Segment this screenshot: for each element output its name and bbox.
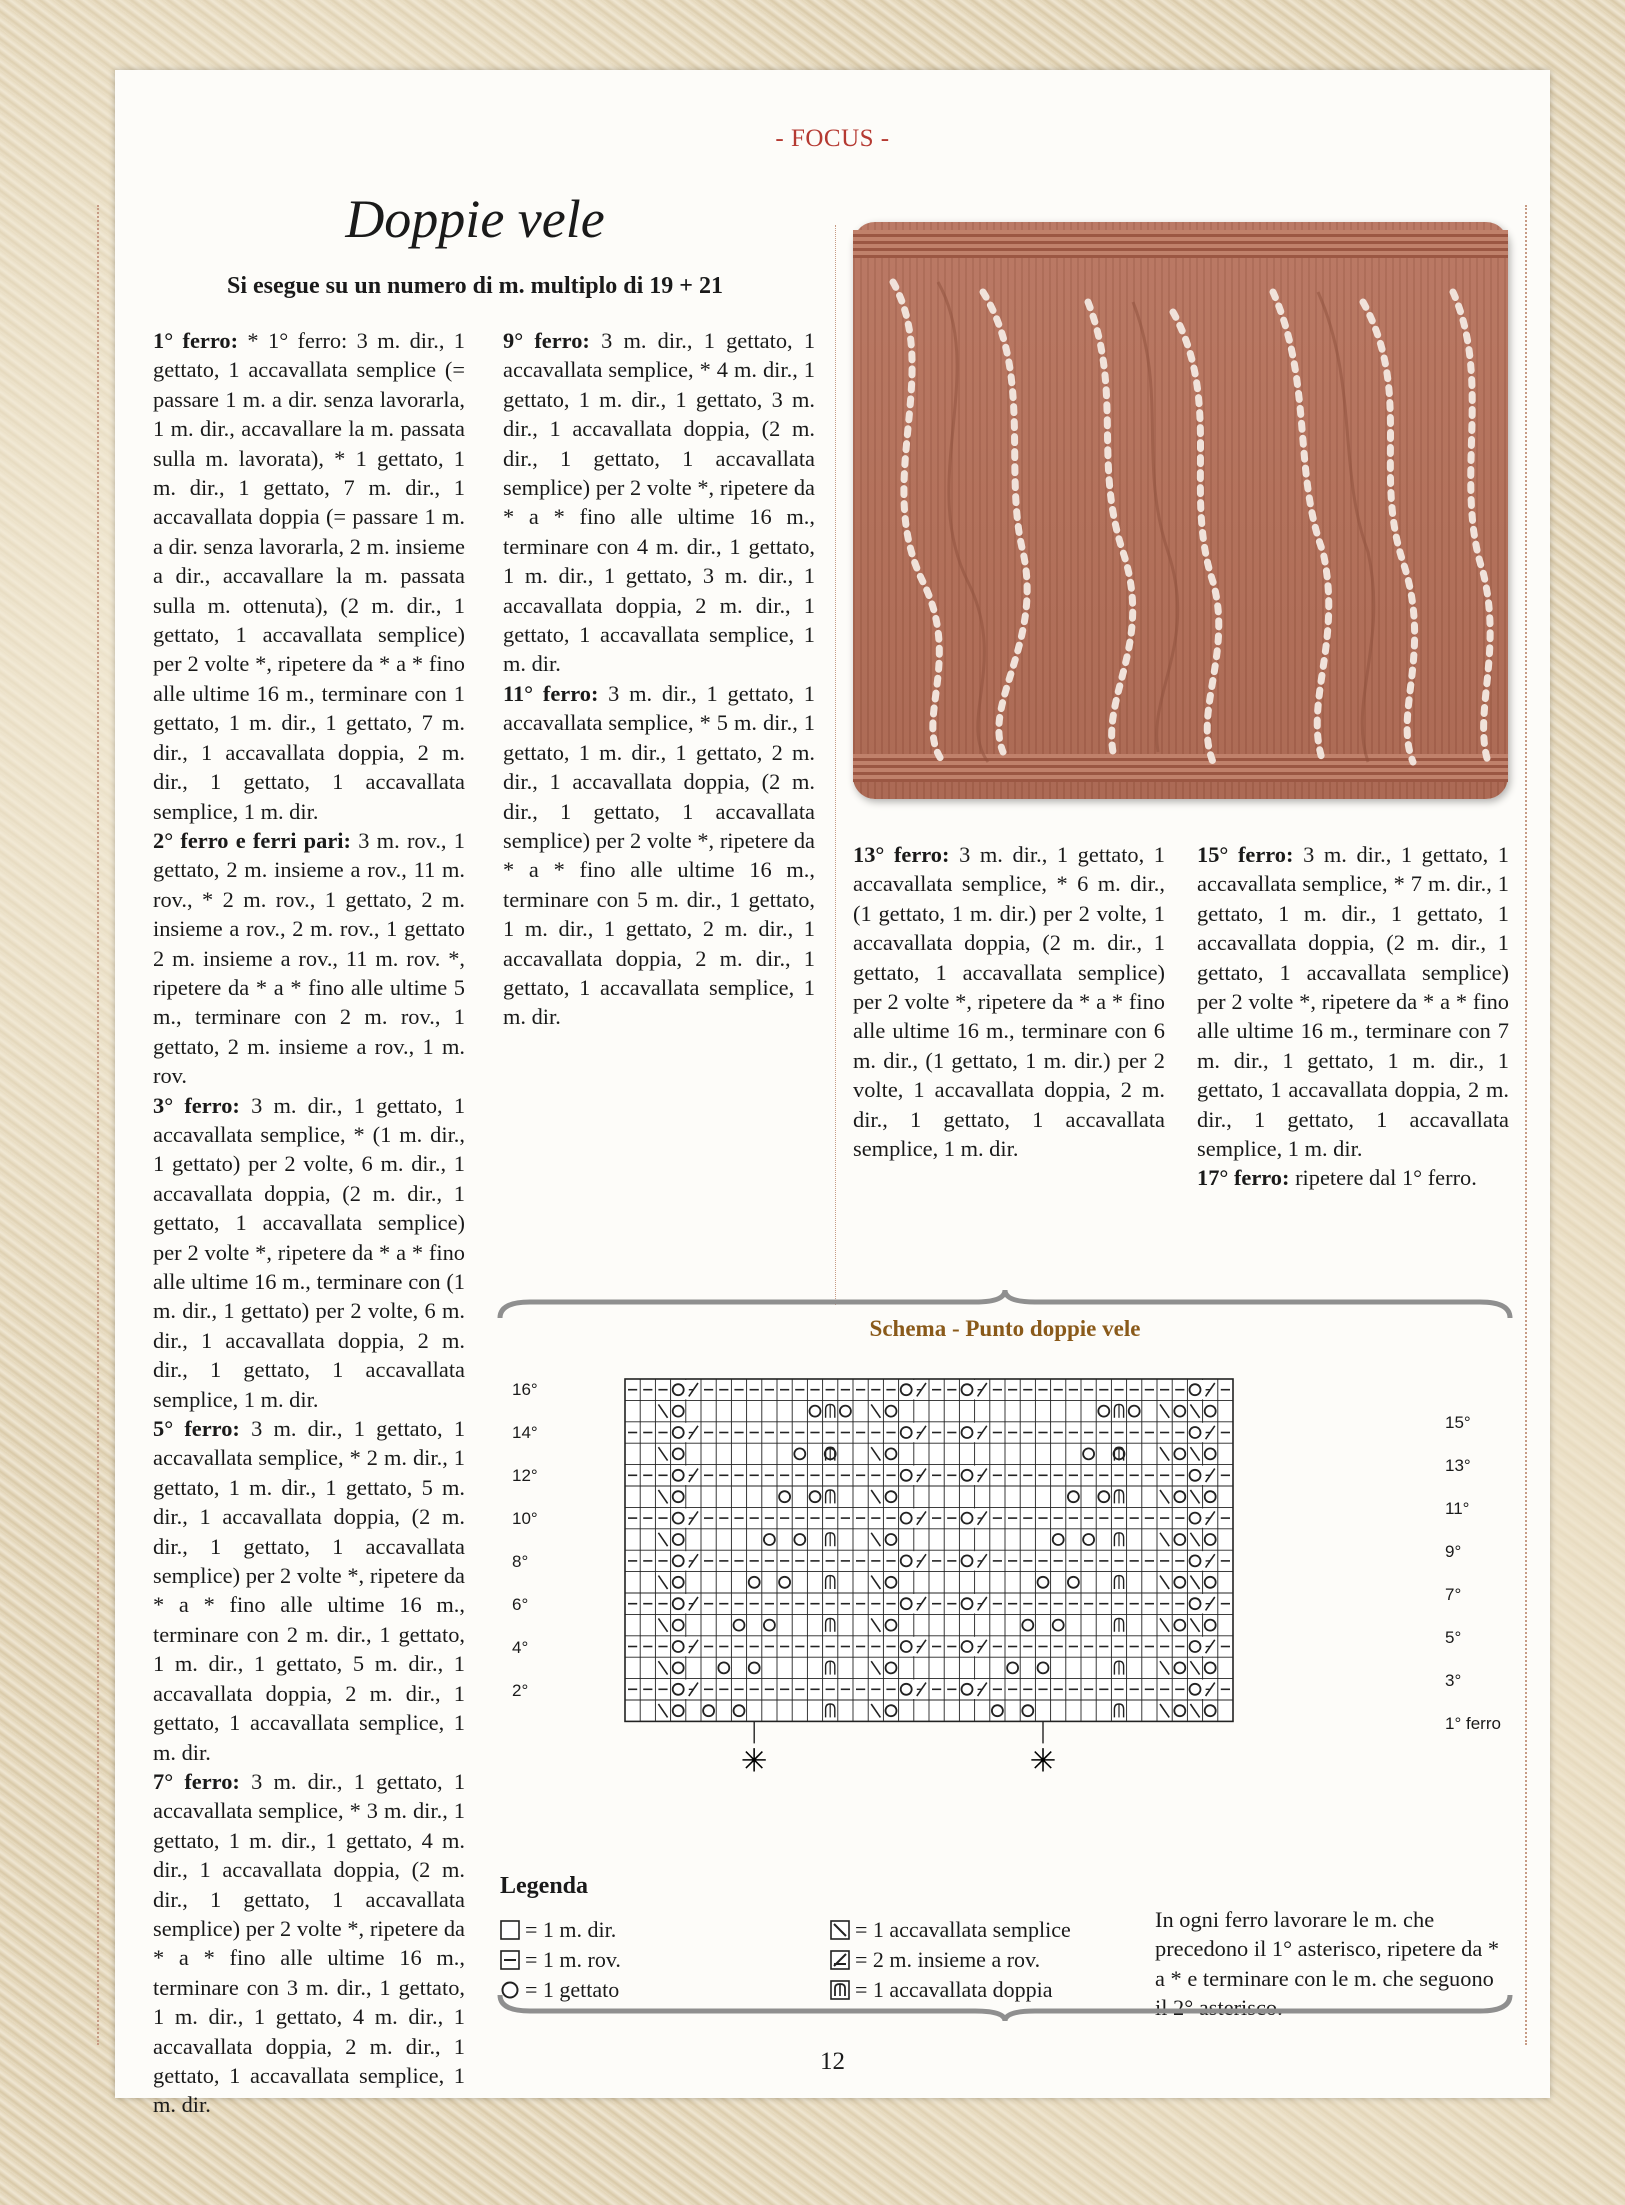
yarn-over-mark: [962, 1470, 973, 1481]
yarn-over-mark: [1174, 1534, 1185, 1545]
yarn-over-mark: [962, 1513, 973, 1524]
yarn-over-mark: [673, 1620, 684, 1631]
yarn-over-mark: [1083, 1534, 1094, 1545]
swatch-wave-pattern: [853, 222, 1508, 799]
yarn-over-mark: [764, 1534, 775, 1545]
instruction-row-9: 9° ferro: 3 m. dir., 1 gettato, 1 accavallata semplice, * 4 m. dir., 1 gettato, 1 m. dir., 1 gettato, 3 m. dir., 1 accavallata doppia, (2 m. dir., 1 gettato, 1 accavallata semplice) per 2 volte *, ripetere da * a * fino alle ultime 16 m., terminare con 4 m. dir., 1 gettato, 1 m. dir., 1 gettato, 3 m. dir., 1 accavallata doppia, 2 m. dir., 1 gettato, 1 accavallata semplice, 1 m. dir.: [503, 328, 816, 677]
yarn-over-mark: [673, 1705, 684, 1716]
legend-purl: = 1 m. rov.: [500, 1945, 621, 1975]
yarn-over-mark: [749, 1662, 760, 1673]
yarn-over-mark: [962, 1555, 973, 1566]
row-label-15: 15°: [1445, 1413, 1471, 1432]
yarn-over-mark: [673, 1470, 684, 1481]
yarn-over-mark: [1205, 1620, 1216, 1631]
yarn-over-mark: [840, 1406, 851, 1417]
knit-symbol-icon: [500, 1920, 520, 1940]
knit-swatch-photo: [853, 222, 1508, 799]
instructions-column-4: [1197, 840, 1509, 1310]
yarn-over-mark: [779, 1491, 790, 1502]
instructions-column-3: [853, 840, 1165, 1310]
page-subtitle: Si esegue su un numero di m. multiplo di 19 + 21: [227, 273, 723, 299]
yarn-over-mark: [1205, 1534, 1216, 1545]
instruction-row-15: 15° ferro: 3 m. dir., 1 gettato, 1 accavallata semplice, * 7 m. dir., 1 gettato, 1 m. dir., 1 gettato, 1 accavallata doppia, (2 m. dir., 1 gettato, 1 accavallata semplice) per 2 volte *, ripetere da * a * fino alle ultime 16 m., terminare con 7 m. dir., 1 gettato, 1 m. dir., 1 gettato, 1 accavallata doppia, 2 m. dir., 1 gettato, 1 accavallata semplice, 1 m. dir.: [1197, 842, 1509, 1162]
yarn-over-mark: [962, 1384, 973, 1395]
yarn-over-mark: [1205, 1705, 1216, 1716]
row-label-12: 12°: [512, 1466, 538, 1485]
legend-dd: = 1 accavallata doppia: [830, 1975, 1071, 2005]
yarn-over-mark: [673, 1662, 684, 1673]
yarn-over-mark: [673, 1598, 684, 1609]
yarn-over-mark: [779, 1577, 790, 1588]
row-label-9: 9°: [1445, 1542, 1462, 1561]
yarn-over-mark: [1190, 1641, 1201, 1652]
yarn-over-mark: [901, 1684, 912, 1695]
purl-symbol-icon: [500, 1950, 520, 1970]
yarn-over-mark: [673, 1406, 684, 1417]
yarn-over-mark: [886, 1705, 897, 1716]
yarn-over-mark: [886, 1620, 897, 1631]
row-label-1: 1° ferro: [1445, 1714, 1501, 1733]
left-dotted-rule: [97, 205, 99, 2045]
row-label-6: 6°: [512, 1595, 529, 1614]
yarn-over-mark: [1174, 1662, 1185, 1673]
yarn-over-mark: [1190, 1427, 1201, 1438]
yarn-over-mark: [1190, 1384, 1201, 1395]
yarn-over-mark: [794, 1448, 805, 1459]
yarn-over-mark: [673, 1427, 684, 1438]
ssk-symbol-icon: [830, 1920, 850, 1940]
instruction-row-1: 1° ferro: * 1° ferro: 3 m. dir., 1 gettato, 1 accavallata semplice (= passare 1 m. a dir. senza lavorarla, 1 m. dir., accavallare la m. passata sulla m. lavorata), * 1 gettato, 1 m. dir., 1 gettato, 7 m. dir., 1 accavallata doppia (= passare 1 m. a dir. senza lavorarla, 2 m. insieme a dir., accavallare la m. passata sulla m. ottenuta), (2 m. dir., 1 gettato, 1 accavallata semplice) per 2 volte *, ripetere da * a * fino alle ultime 16 m., terminare con 1 gettato, 1 m. dir., 1 gettato, 7 m. dir., 1 accavallata doppia, 2 m. dir., 1 gettato, 1 accavallata semplice, 1 m. dir.: [153, 328, 465, 824]
row-label-3: 3°: [1445, 1671, 1462, 1690]
instruction-row-2: 2° ferro e ferri pari: 3 m. rov., 1 gettato, 2 m. insieme a rov., 11 m. rov., * 2 m. rov., 1 gettato, 2 m. insieme a rov., 2 m. rov., 1 gettato 2 m. insieme a rov., 11 m. rov. *, ripetere da * a * fino alle ultime 5 m., terminare con 2 m. rov., 1 gettato, 2 m. insieme a rov., 1 m. rov.: [153, 827, 465, 1089]
page-number: 12: [820, 2048, 845, 2075]
yarn-over-mark: [764, 1620, 775, 1631]
row-label-2: 2°: [512, 1681, 529, 1700]
schema-title: Schema - Punto doppie vele: [869, 1316, 1141, 1341]
yarn-over-mark: [673, 1555, 684, 1566]
yarn-over-mark: [901, 1470, 912, 1481]
yarn-over-mark: [1038, 1577, 1049, 1588]
row-label-13: 13°: [1445, 1456, 1471, 1475]
yarn-over-mark: [734, 1620, 745, 1631]
yarn-over-mark: [1174, 1448, 1185, 1459]
row-label-4: 4°: [512, 1638, 529, 1657]
yarn-over-mark: [886, 1577, 897, 1588]
right-dotted-rule: [1525, 205, 1527, 2045]
legend-yo: = 1 gettato: [500, 1975, 621, 2005]
yarn-over-mark: [1038, 1662, 1049, 1673]
yarn-over-mark: [962, 1427, 973, 1438]
yarn-over-mark: [1190, 1598, 1201, 1609]
yarn-over-mark: [1205, 1448, 1216, 1459]
yarn-over-mark: [886, 1662, 897, 1673]
yarn-over-mark: [673, 1684, 684, 1695]
yarn-over-mark: [901, 1384, 912, 1395]
yarn-over-mark: [1205, 1577, 1216, 1588]
row-label-16: 16°: [512, 1380, 538, 1399]
legend-ssk: = 1 accavallata semplice: [830, 1915, 1071, 1945]
chart-grid-wrapper: [625, 1379, 1505, 1799]
yarn-over-mark: [886, 1491, 897, 1502]
yarn-over-mark: [1174, 1577, 1185, 1588]
yarn-over-mark: [1068, 1491, 1079, 1502]
instructions-column-2: [503, 326, 815, 1316]
yarn-over-mark: [673, 1448, 684, 1459]
instruction-row-17: 17° ferro: ripetere dal 1° ferro.: [1197, 1165, 1477, 1191]
row-label-11: 11°: [1445, 1499, 1470, 1518]
yarn-over-mark: [901, 1598, 912, 1609]
yarn-over-mark: [673, 1577, 684, 1588]
instructions-column-1: [153, 326, 466, 2118]
instruction-row-13: 13° ferro: 3 m. dir., 1 gettato, 1 accavallata semplice, * 6 m. dir., (1 gettato, 1 m. dir.) per 2 volte, 1 accavallata doppia, (2 m. dir., 1 gettato, 1 accavallata semplice) per 2 volte *, ripetere da * a * fino alle ultime 16 m., terminare con 6 m. dir., (1 gettato, 1 m. dir.) per 2 volte, 1 accavallata doppia, 2 m. dir., 1 gettato, 1 accavallata semplice, 1 m. dir.: [853, 842, 1165, 1162]
yarn-over-mark: [1083, 1448, 1094, 1459]
schema-panel: [500, 1308, 1510, 2021]
yarn-over-mark: [1174, 1406, 1185, 1417]
yarn-over-mark: [673, 1513, 684, 1524]
yarn-over-mark: [1098, 1491, 1109, 1502]
yarn-over-mark: [673, 1384, 684, 1395]
legend-note: In ogni ferro lavorare le m. che precedono il 1° asterisco, ripetere da * a * e terminare con le m. che seguono il 2° asterisco.: [1155, 1907, 1500, 2021]
center-dotted-rule: [835, 225, 836, 1305]
schema-bottom-curl: [500, 1991, 1510, 2021]
yarn-over-mark: [901, 1513, 912, 1524]
row-label-14: 14°: [512, 1423, 538, 1442]
p2tog-symbol-icon: [830, 1950, 850, 1970]
instruction-row-3: 3° ferro: 3 m. dir., 1 gettato, 1 accavallata semplice, * (1 m. dir., 1 gettato) per 2 volte, 6 m. dir., 1 accavallata doppia, (2 m. dir., 1 gettato, 1 accavallata semplice) per 2 volte *, ripetere da * a * fino alle ultime 16 m., terminare con (1 m. dir., 1 gettato) per 2 volte, 6 m. dir., 1 accavallata doppia, 2 m. dir., 1 gettato, 1 accavallata semplice, 1 m. dir.: [153, 1092, 466, 1412]
yarn-over-mark: [901, 1427, 912, 1438]
yarn-over-mark: [1190, 1470, 1201, 1481]
yarn-over-mark: [1190, 1555, 1201, 1566]
yarn-over-mark: [718, 1662, 729, 1673]
row-label-8: 8°: [512, 1552, 529, 1571]
yarn-over-mark: [901, 1555, 912, 1566]
yarn-over-mark: [810, 1406, 821, 1417]
yarn-over-mark: [1174, 1620, 1185, 1631]
yarn-over-mark: [886, 1406, 897, 1417]
asterisk-marker: ✳: [1029, 1741, 1057, 1780]
yarn-over-mark: [1174, 1491, 1185, 1502]
yarn-over-mark: [1205, 1406, 1216, 1417]
yarn-over-mark: [673, 1534, 684, 1545]
yarn-over-mark: [1053, 1534, 1064, 1545]
yarn-over-mark: [1190, 1684, 1201, 1695]
instruction-row-11: 11° ferro: 3 m. dir., 1 gettato, 1 accavallata semplice, * 5 m. dir., 1 gettato, 1 m. dir., 1 gettato, 2 m. dir., 1 accavallata doppia, (2 m. dir., 1 gettato, 1 accavallata semplice) per 2 volte *, ripetere da * a * fino alle ultime 16 m., terminare con 5 m. dir., 1 gettato, 1 m. dir., 1 gettato, 2 m. dir., 1 accavallata doppia, 2 m. dir., 1 gettato, 1 accavallata semplice, 1 m. dir.: [503, 680, 815, 1030]
yarn-over-mark: [1007, 1662, 1018, 1673]
section-header: - FOCUS -: [775, 125, 890, 152]
yarn-over-mark: [1174, 1705, 1185, 1716]
yarn-over-mark: [1205, 1491, 1216, 1502]
yarn-over-mark: [1022, 1620, 1033, 1631]
yarn-over-mark: [749, 1577, 760, 1588]
yarn-over-mark: [673, 1641, 684, 1652]
yarn-over-mark: [734, 1705, 745, 1716]
yarn-over-mark: [886, 1448, 897, 1459]
knitting-chart: [625, 1379, 1505, 1799]
yarn-over-mark: [962, 1641, 973, 1652]
yarn-over-mark: [901, 1641, 912, 1652]
page-title: Doppie vele: [345, 189, 605, 249]
yarn-over-mark: [1053, 1620, 1064, 1631]
yarn-over-mark: [703, 1705, 714, 1716]
legend-p2tog: = 2 m. insieme a rov.: [830, 1945, 1071, 1975]
yarn-over-mark: [810, 1491, 821, 1502]
yarn-over-mark: [962, 1598, 973, 1609]
legend-title: Legenda: [500, 1873, 589, 1899]
yarn-over-mark: [1129, 1406, 1140, 1417]
magazine-page: [115, 70, 1550, 2118]
instruction-row-7: 7° ferro: 3 m. dir., 1 gettato, 1 accavallata semplice, * 3 m. dir., 1 gettato, 1 m. dir., 1 gettato, 4 m. dir., 1 accavallata doppia, (2 m. dir., 1 gettato, 1 accavallata semplice) per 2 volte *, ripetere da * a * fino alle ultime 16 m., terminare con 3 m. dir., 1 gettato, 1 m. dir., 1 gettato, 4 m. dir., 1 accavallata doppia, 2 m. dir., 1 gettato, 1 accavallata semplice, 1 m. dir.: [153, 1768, 466, 2118]
instruction-row-5: 5° ferro: 3 m. dir., 1 gettato, 1 accavallata semplice, * 2 m. dir., 1 gettato, 1 m. dir., 1 gettato, 5 m. dir., 1 accavallata doppia, (2 m. dir., 1 gettato, 1 accavallata semplice) per 2 volte *, ripetere da * a * fino alle ultime 16 m., terminare con 2 m. dir., 1 gettato, 1 m. dir., 1 gettato, 5 m. dir., 1 accavallata doppia, 2 m. dir., 1 gettato, 1 accavallata semplice, 1 m. dir.: [153, 1416, 466, 1765]
yarn-over-mark: [673, 1491, 684, 1502]
yarn-over-mark: [1190, 1513, 1201, 1524]
row-label-5: 5°: [1445, 1628, 1462, 1647]
yarn-over-mark: [1068, 1577, 1079, 1588]
row-label-10: 10°: [512, 1509, 538, 1528]
yarn-over-mark: [962, 1684, 973, 1695]
row-label-7: 7°: [1445, 1585, 1462, 1604]
asterisk-marker: ✳: [740, 1741, 768, 1780]
yarn-over-mark: [1098, 1406, 1109, 1417]
legend-knit: = 1 m. dir.: [500, 1915, 621, 1945]
yarn-over-mark: [1205, 1662, 1216, 1673]
yarn-over-mark: [886, 1534, 897, 1545]
yarn-over-mark: [794, 1534, 805, 1545]
yarn-over-mark: [992, 1705, 1003, 1716]
yarn-over-mark: [1022, 1705, 1033, 1716]
